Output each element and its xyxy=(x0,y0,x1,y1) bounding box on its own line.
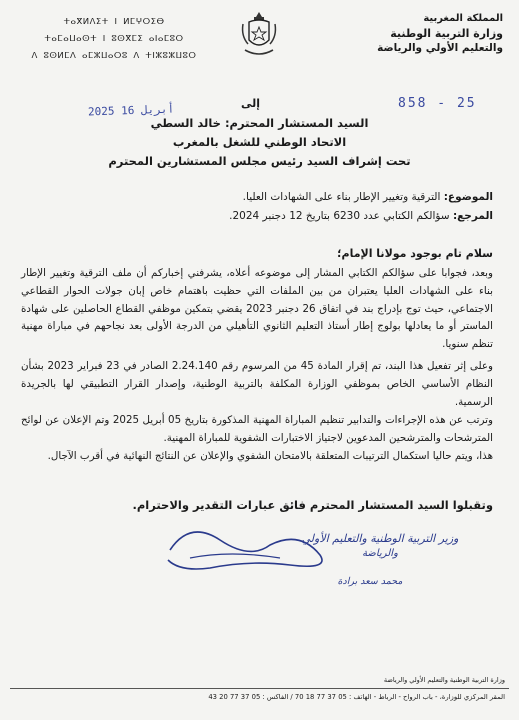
body-paragraph-3: وترتب عن هذه الإجراءات والتدابير تنظيم المباراة المهنية المذكورة بتاريخ 05 أبريل 2025 وتم الإعلان عن لوائح المترشحات والمترشحين المدعوين لاجتياز الاختبارات الشفوية للمباراة المهنية. xyxy=(21,414,494,444)
body-paragraph-2: وعلى إثر تفعيل هذا البند، تم إقرار المادة 45 من المرسوم رقم 2.24.140 الصادر في 23 فبراير 2023 بشأن النظام الأساسي الخاص بموظفي الوزارة المكلفة بالتربية الوطنية، وإصدار القرار التطبيقي لها بالجريدة الرسمية. xyxy=(21,360,493,408)
header-tifinagh-1: ⵜⴰⴳⵍⴷⵉⵜ ⵏ ⵍⵎⵖⵔⵉⴱ xyxy=(63,17,165,27)
reference-number-stamp: 858 - 25 xyxy=(398,96,477,111)
svg-text:وزير التربية الوطنية والتعليم: وزير التربية الوطنية والتعليم الأولي xyxy=(301,532,459,545)
header-tifinagh-3: ⴷ ⵓⵙⵍⵎⴷ ⴰⵎⵣⵡⴰⵔⵓ ⴷ ⵜⵏⵣⵓⵣⵡⵓⵔ xyxy=(31,51,197,61)
coat-of-arms-icon xyxy=(239,10,279,62)
date-stamp: 2025 أبريل 16 xyxy=(87,102,175,119)
body-paragraph-1: وبعد، فجوابا على سؤالكم الكتابي المشار إلى موضوعه أعلاه، يشرفني إخباركم أن ملف الترقية وتغيير الإطار بناء على الشهادات العليا يعتبران من بين الملفات التي حظيت باهتمام خاص إبان جولات الحوار القطاعي الاجتماعي، حيث توج بإدراج بند في اتفاق 26 دجنبر 2023 يقضي بتمكين موظفي القطاع الحاصلين على شهادة الماستر أو ما يعادلها بولوج إطار أستاذ التعليم الثانوي التأهيلي من الدرجة الأولى بعد نجاحهم في مباراة مهنية تنظم سنويا. xyxy=(21,267,493,351)
reference-text: سؤالكم الكتابي عدد 6230 بتاريخ 12 دجنبر 2024. xyxy=(229,210,453,222)
recipient-to: إلى xyxy=(240,97,260,110)
footer-address: المقر المركزي للوزارة، - باب الرواح - الرباط - الهاتف : 05 37 77 18 70 / الفاكس : 05 37 77 20 43 xyxy=(208,693,505,701)
footer-divider xyxy=(10,688,509,689)
recipient-name: السيد المستشار المحترم: خالد السطي xyxy=(150,116,369,130)
header-ministry: وزارة التربية الوطنية xyxy=(390,27,503,40)
header-ministry-2: والتعليم الأولي والرياضة xyxy=(377,42,503,54)
header-tifinagh-2: ⵜⴰⵎⴰⵡⴰⵙⵜ ⵏ ⵓⵙⴳⵎⵉ ⴰⵏⴰⵎⵓⵔ xyxy=(44,34,184,44)
subject-line xyxy=(23,188,493,206)
footer-ministry: وزارة التربية الوطنية والتعليم الأولي والرياضة xyxy=(383,676,505,684)
header-tifinagh xyxy=(14,14,214,65)
reference-line xyxy=(23,207,493,225)
reference-label: المرجع: xyxy=(452,210,493,222)
subject-label: الموضوع: xyxy=(443,191,493,203)
svg-text:محمد سعد برادة: محمد سعد برادة xyxy=(337,576,403,587)
body-paragraph-4: هذا، ويتم حاليا استكمال الترتيبات المتعلقة بالامتحان الشفوي والإعلان عن النتائج النهائية في أقرب الآجال. xyxy=(47,450,493,462)
svg-text:والرياضة: والرياضة xyxy=(362,548,398,559)
recipient-supervision: تحت إشراف السيد رئيس مجلس المستشارين المحترم xyxy=(108,154,411,168)
recipient-organization: الاتحاد الوطني للشغل بالمغرب xyxy=(172,135,347,149)
header-kingdom: المملكة المغربية xyxy=(423,13,503,24)
signature-icon xyxy=(150,510,470,590)
greeting: سلام تام بوجود مولانا الإمام؛ xyxy=(337,247,493,260)
closing-formula: وتقبلوا السيد المستشار المحترم فائق عبارات التقدير والاحترام. xyxy=(132,498,493,512)
header-arabic xyxy=(313,12,503,56)
subject-text: الترقية وتغيير الإطار بناء على الشهادات العليا. xyxy=(242,191,444,203)
